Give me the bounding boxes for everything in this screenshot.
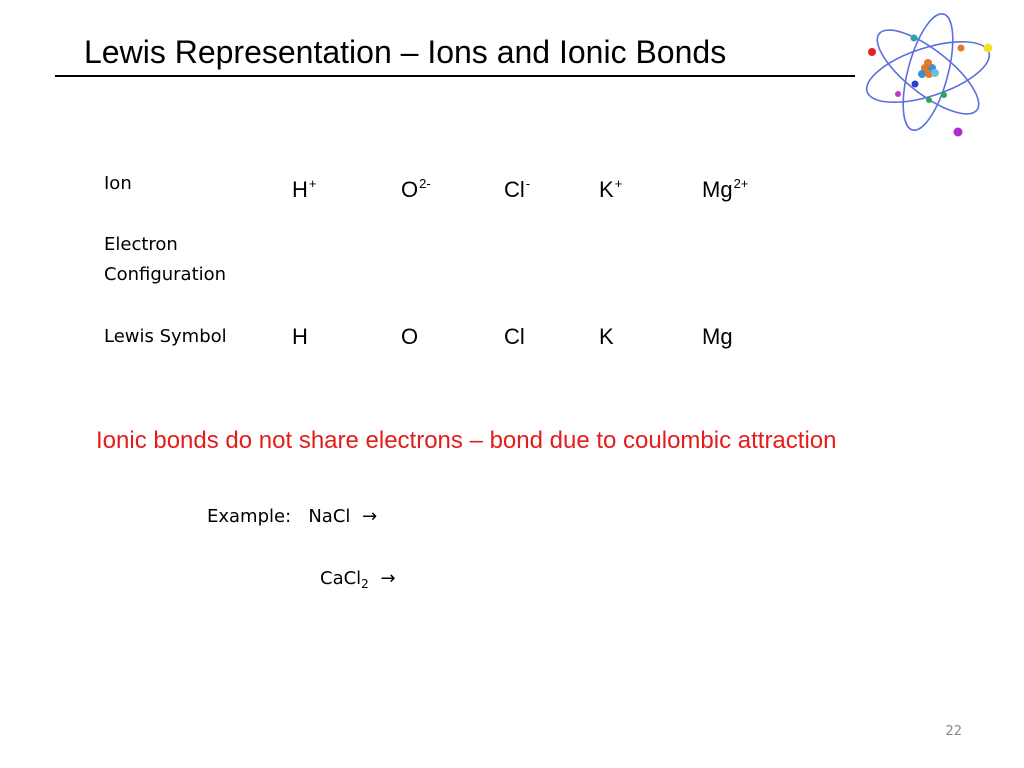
example-cacl2-line [320, 565, 396, 598]
ion-cell-cl: Cl- [504, 176, 531, 202]
row-label-ion: Ion [104, 173, 132, 194]
arrow-right-icon: → [362, 506, 378, 527]
example-label: Example: [207, 506, 292, 527]
ion-cell-h: H+ [292, 176, 317, 202]
lewis-cell-h: H [292, 324, 308, 349]
row-label-electron: Electron [104, 234, 178, 255]
page-number: 22 [945, 724, 962, 739]
ion-cell-mg: $Mg^{2+}$ [702, 176, 749, 202]
cacl2-formula: CaCl$_2$ [320, 568, 369, 591]
slide-title: Lewis Representation – Ions and Ionic Bonds [84, 34, 727, 70]
lewis-cell-o: O [401, 324, 419, 349]
arrow-right-icon: → [380, 568, 396, 589]
lewis-cell-cl: Cl [504, 324, 525, 349]
title-underline [55, 75, 855, 77]
ionic-bond-statement: Ionic bonds do not share electrons – bond due to coulombic attraction [96, 427, 837, 454]
lewis-cell-k: K [599, 324, 614, 349]
nacl-formula: NaCl [308, 506, 351, 527]
example-nacl-line [207, 503, 377, 531]
ion-cell-k: K+ [599, 176, 623, 202]
atom-logo-icon [858, 8, 998, 140]
row-label-configuration: Configuration [104, 264, 227, 285]
ion-cell-o: $O^{2-}$ [401, 176, 431, 202]
row-label-lewis-symbol: Lewis Symbol [104, 326, 227, 347]
lewis-cell-mg: Mg [702, 324, 733, 349]
